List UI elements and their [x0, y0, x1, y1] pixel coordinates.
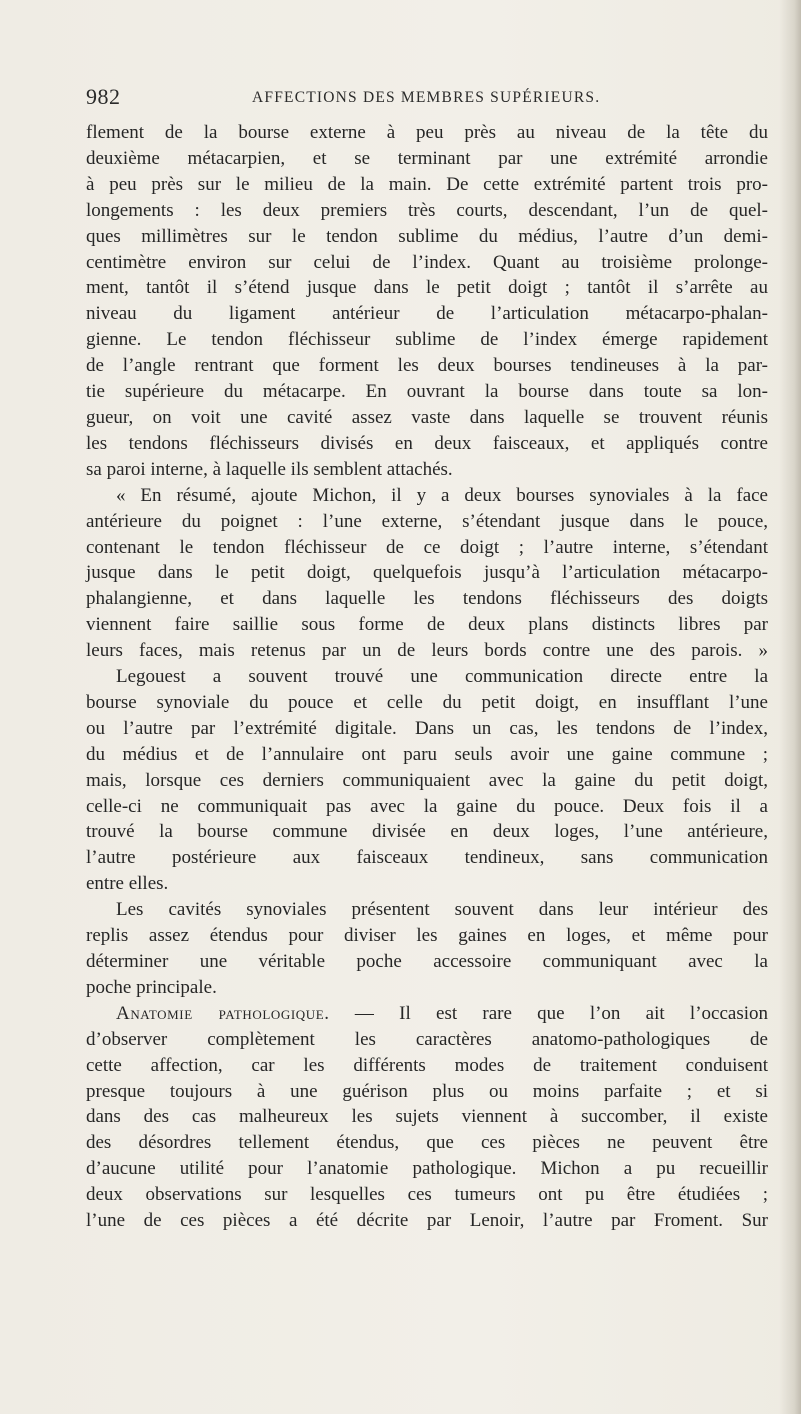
page-edge-shadow	[779, 0, 801, 1414]
running-title: AFFECTIONS DES MEMBRES SUPÉRIEURS.	[252, 89, 601, 106]
section-heading: Anatomie pathologique.	[116, 1002, 330, 1024]
page-header	[86, 84, 776, 114]
paragraph: flement de la bourse externe à peu près au niveau de la tête du deuxième métacarpien, et se terminant par une extrémité arrondie à peu près sur le milieu de la main. De cette extrémité partent trois pro- longements : les deux premiers très courts, descendant, l’un de quel- ques millimètres sur le tendon sublime du médius, l’autre d’un demi- centimètre environ sur celui de l’index. Quant au troisième prolonge- ment, tantôt il s’étend jusque dans le petit doigt ; tantôt il s’arrête au niveau du ligament antérieur de l’articulation métacarpo-phalan- gienne. Le tendon fléchisseur sublime de l’index émerge rapidement de l’angle rentrant que forment les deux bourses tendineuses à la par- tie supérieure du métacarpe. En ouvrant la bourse dans toute sa lon- gueur, on voit une cavité assez vaste dans laquelle se trouvent réunis les tendons fléchisseurs divisés en deux faisceaux, et appliqués contre	[86, 122, 768, 454]
paragraph: Anatomie pathologique. — Il est rare que l’on ait l’occasion d’observer complètement les caractères anatomo-pathologiques de cette affection, car les différents modes de traitement conduisent presque toujours à une guérison plus ou moins parfaite ; et si dans des cas malheureux les sujets viennent à succomber, il existe des désordres tellement étendus, que ces pièces ne peuvent être d’aucune utilité pour l’anatomie pathologique. Michon a pu recueillir deux observations sur lesquelles ces tumeurs ont pu être étudiées ; l’une de ces pièces a été décrite par Lenoir, l’autre par Froment. Sur	[86, 1002, 768, 1232]
paragraph: Legouest a souvent trouvé une communication directe entre la bourse synoviale du pouce et celle du petit doigt, en insufflant l’une ou l’autre par l’extrémité digitale. Dans un cas, les tendons de l’index, du médius et de l’annulaire ont paru seuls avoir une gaine commune ; mais, lorsque ces derniers communiquaient avec la gaine du petit doigt, celle-ci ne communiquait pas avec la gaine du pouce. Deux fois il a trouvé la bourse commune divisée en deux loges, l’une antérieure, l’autre postérieure aux faisceaux tendineux, sans communication	[86, 666, 768, 869]
body-text	[86, 120, 768, 1234]
paragraph-last-line: sa paroi interne, à laquelle ils semblent attachés.	[86, 458, 453, 480]
paragraph-last-line: poche principale.	[86, 976, 217, 998]
paragraph: « En résumé, ajoute Michon, il y a deux bourses synoviales à la face antérieure du poignet : l’une externe, s’étendant jusque dans le pouce, contenant le tendon fléchisseur de ce doigt ; l’autre interne, s’étendant jusque dans le petit doigt, quelquefois jusqu’à l’articulation métacarpo- phalangienne, et dans laquelle les tendons fléchisseurs des doigts viennent faire saillie sous forme de deux plans distincts libres par leurs faces, mais retenus par un de leurs bords contre une des parois. »	[86, 484, 768, 662]
paragraph: Les cavités synoviales présentent souvent dans leur intérieur des replis assez étendus pour diviser les gaines en loges, et même pour déterminer une véritable poche accessoire communiquant avec la	[86, 899, 768, 972]
page-number: 982	[86, 84, 121, 109]
paragraph-last-line: entre elles.	[86, 873, 169, 895]
